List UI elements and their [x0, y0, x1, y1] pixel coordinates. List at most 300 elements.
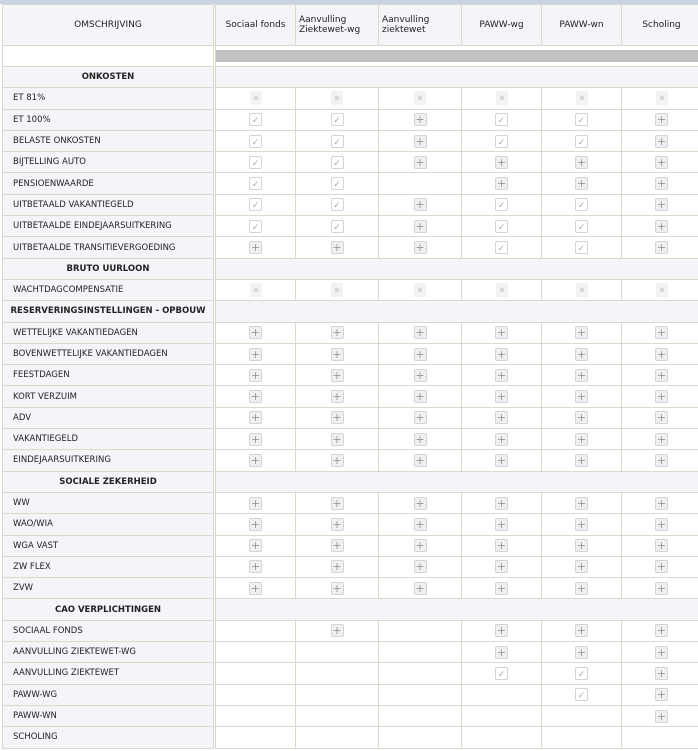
row-label: FEESTDAGEN	[3, 365, 215, 386]
add-plus-icon[interactable]	[575, 348, 588, 361]
add-plus-icon[interactable]	[655, 390, 668, 403]
add-plus-icon[interactable]	[331, 390, 344, 403]
add-plus-icon[interactable]	[655, 177, 668, 190]
table-row	[3, 194, 698, 215]
cell-paww-wn	[542, 173, 622, 194]
add-plus-icon[interactable]	[575, 411, 588, 424]
section-title: BRUTO UURLOON	[3, 258, 215, 279]
checked-checkbox-icon[interactable]	[495, 220, 508, 233]
add-plus-icon[interactable]	[249, 582, 262, 595]
cell-scholing	[622, 492, 698, 513]
section-header-sociale-zekerheid	[3, 471, 698, 492]
cell-aanvulling-ziektewet	[379, 663, 462, 684]
cell-aanvulling-ziektewet	[379, 492, 462, 513]
cell-scholing	[622, 216, 698, 237]
section-title: RESERVERINGSINSTELLINGEN - OPBOUW	[3, 301, 215, 322]
cell-aanvulling-ziektewet-wg	[296, 684, 379, 705]
add-plus-icon[interactable]	[495, 369, 508, 382]
cell-aanvulling-ziektewet-wg	[296, 663, 379, 684]
add-plus-icon[interactable]	[495, 518, 508, 531]
add-plus-icon[interactable]	[249, 326, 262, 339]
cell-paww-wg	[462, 684, 542, 705]
add-plus-icon[interactable]	[575, 369, 588, 382]
checked-checkbox-icon[interactable]	[249, 156, 262, 169]
table-row	[3, 216, 698, 237]
add-plus-icon[interactable]	[575, 518, 588, 531]
cell-sociaal-fonds	[215, 130, 296, 151]
add-plus-icon[interactable]	[495, 411, 508, 424]
row-label: ZW FLEX	[3, 556, 215, 577]
cell-aanvulling-ziektewet-wg	[296, 578, 379, 599]
table-row	[3, 322, 698, 343]
cell-scholing	[622, 620, 698, 641]
cell-sociaal-fonds	[215, 727, 296, 748]
disabled-checkbox-icon	[576, 283, 588, 297]
checked-checkbox-icon[interactable]	[331, 156, 344, 169]
cell-paww-wg	[462, 407, 542, 428]
cell-aanvulling-ziektewet-wg	[296, 130, 379, 151]
table-row	[3, 492, 698, 513]
add-plus-icon[interactable]	[655, 433, 668, 446]
row-label: PAWW-WG	[3, 684, 215, 705]
add-plus-icon[interactable]	[331, 433, 344, 446]
row-label: ET 81%	[3, 88, 215, 109]
add-plus-icon[interactable]	[331, 497, 344, 510]
cell-scholing	[622, 663, 698, 684]
cell-paww-wn	[542, 450, 622, 471]
cell-aanvulling-ziektewet	[379, 130, 462, 151]
disabled-checkbox-icon	[414, 91, 426, 105]
add-plus-icon[interactable]	[249, 454, 262, 467]
cell-paww-wn	[542, 109, 622, 130]
checked-checkbox-icon[interactable]	[495, 113, 508, 126]
table-row	[3, 620, 698, 641]
checked-checkbox-icon[interactable]	[495, 198, 508, 211]
table-row	[3, 514, 698, 535]
cell-sociaal-fonds	[215, 194, 296, 215]
cell-sociaal-fonds	[215, 450, 296, 471]
checked-checkbox-icon[interactable]	[495, 135, 508, 148]
cell-sociaal-fonds	[215, 173, 296, 194]
add-plus-icon[interactable]	[655, 518, 668, 531]
add-plus-icon[interactable]	[414, 220, 427, 233]
add-plus-icon[interactable]	[249, 348, 262, 361]
add-plus-icon[interactable]	[575, 624, 588, 637]
spacer-row	[3, 46, 698, 67]
section-title: CAO VERPLICHTINGEN	[3, 599, 215, 620]
cell-aanvulling-ziektewet	[379, 450, 462, 471]
add-plus-icon[interactable]	[495, 560, 508, 573]
table-row	[3, 684, 698, 705]
add-plus-icon[interactable]	[249, 560, 262, 573]
cell-paww-wn	[542, 556, 622, 577]
add-plus-icon[interactable]	[495, 390, 508, 403]
cell-paww-wn	[542, 386, 622, 407]
checked-checkbox-icon[interactable]	[575, 135, 588, 148]
cell-sociaal-fonds	[215, 620, 296, 641]
add-plus-icon[interactable]	[331, 348, 344, 361]
checked-checkbox-icon[interactable]	[331, 177, 344, 190]
cell-aanvulling-ziektewet-wg	[296, 194, 379, 215]
add-plus-icon[interactable]	[249, 241, 262, 254]
add-plus-icon[interactable]	[655, 688, 668, 701]
cell-aanvulling-ziektewet	[379, 88, 462, 109]
row-label: WACHTDAGCOMPENSATIE	[3, 279, 215, 300]
cell-aanvulling-ziektewet-wg	[296, 216, 379, 237]
table-row	[3, 237, 698, 258]
table-row	[3, 450, 698, 471]
table-row	[3, 705, 698, 726]
add-plus-icon[interactable]	[655, 539, 668, 552]
row-label: WETTELIJKE VAKANTIEDAGEN	[3, 322, 215, 343]
row-label: ET 100%	[3, 109, 215, 130]
add-plus-icon[interactable]	[249, 497, 262, 510]
add-plus-icon[interactable]	[249, 411, 262, 424]
header-paww-wg: PAWW-wg	[462, 5, 542, 46]
checked-checkbox-icon[interactable]	[249, 135, 262, 148]
add-plus-icon[interactable]	[575, 454, 588, 467]
add-plus-icon[interactable]	[331, 582, 344, 595]
checked-checkbox-icon[interactable]	[495, 667, 508, 680]
add-plus-icon[interactable]	[655, 241, 668, 254]
add-plus-icon[interactable]	[575, 646, 588, 659]
checked-checkbox-icon[interactable]	[331, 220, 344, 233]
cell-scholing	[622, 109, 698, 130]
disabled-checkbox-icon	[496, 283, 508, 297]
add-plus-icon[interactable]	[655, 135, 668, 148]
add-plus-icon[interactable]	[655, 582, 668, 595]
add-plus-icon[interactable]	[414, 454, 427, 467]
cell-aanvulling-ziektewet-wg	[296, 152, 379, 173]
add-plus-icon[interactable]	[575, 177, 588, 190]
cell-aanvulling-ziektewet-wg	[296, 279, 379, 300]
add-plus-icon[interactable]	[655, 326, 668, 339]
cell-sociaal-fonds	[215, 492, 296, 513]
add-plus-icon[interactable]	[655, 497, 668, 510]
checked-checkbox-icon[interactable]	[575, 113, 588, 126]
cell-sociaal-fonds	[215, 407, 296, 428]
cell-paww-wg	[462, 88, 542, 109]
checked-checkbox-icon[interactable]	[575, 198, 588, 211]
cell-aanvulling-ziektewet-wg	[296, 343, 379, 364]
cell-scholing	[622, 642, 698, 663]
row-label: ZVW	[3, 578, 215, 599]
row-label: PENSIOENWAARDE	[3, 173, 215, 194]
cell-scholing	[622, 343, 698, 364]
add-plus-icon[interactable]	[655, 667, 668, 680]
row-label: BIJTELLING AUTO	[3, 152, 215, 173]
cell-aanvulling-ziektewet-wg	[296, 429, 379, 450]
table-row	[3, 642, 698, 663]
section-header-bruto-uurloon	[3, 258, 698, 279]
add-plus-icon[interactable]	[414, 198, 427, 211]
cell-aanvulling-ziektewet-wg	[296, 514, 379, 535]
cell-sociaal-fonds	[215, 322, 296, 343]
add-plus-icon[interactable]	[331, 241, 344, 254]
disabled-checkbox-icon	[496, 91, 508, 105]
cell-paww-wg	[462, 663, 542, 684]
cell-paww-wg	[462, 386, 542, 407]
checked-checkbox-icon[interactable]	[331, 135, 344, 148]
add-plus-icon[interactable]	[495, 454, 508, 467]
section-title: ONKOSTEN	[3, 67, 215, 88]
row-label: KORT VERZUIM	[3, 386, 215, 407]
add-plus-icon[interactable]	[655, 369, 668, 382]
row-label: ADV	[3, 407, 215, 428]
horizontal-scrollbar[interactable]	[215, 46, 698, 67]
settings-matrix	[2, 4, 698, 749]
table-row	[3, 365, 698, 386]
table-row	[3, 173, 698, 194]
add-plus-icon[interactable]	[495, 646, 508, 659]
add-plus-icon[interactable]	[575, 560, 588, 573]
add-plus-icon[interactable]	[249, 390, 262, 403]
add-plus-icon[interactable]	[414, 433, 427, 446]
cell-scholing	[622, 407, 698, 428]
disabled-checkbox-icon	[250, 91, 262, 105]
checked-checkbox-icon[interactable]	[575, 688, 588, 701]
cell-paww-wn	[542, 407, 622, 428]
cell-aanvulling-ziektewet-wg	[296, 386, 379, 407]
disabled-checkbox-icon	[656, 91, 668, 105]
cell-aanvulling-ziektewet-wg	[296, 492, 379, 513]
add-plus-icon[interactable]	[575, 390, 588, 403]
cell-paww-wn	[542, 88, 622, 109]
cell-aanvulling-ziektewet	[379, 343, 462, 364]
add-plus-icon[interactable]	[655, 220, 668, 233]
cell-sociaal-fonds	[215, 514, 296, 535]
add-plus-icon[interactable]	[575, 497, 588, 510]
table-row	[3, 429, 698, 450]
add-plus-icon[interactable]	[495, 348, 508, 361]
cell-paww-wn	[542, 279, 622, 300]
cell-aanvulling-ziektewet	[379, 535, 462, 556]
header-omschrijving: OMSCHRIJVING	[3, 5, 215, 46]
checked-checkbox-icon[interactable]	[575, 241, 588, 254]
add-plus-icon[interactable]	[495, 326, 508, 339]
add-plus-icon[interactable]	[414, 369, 427, 382]
cell-paww-wn	[542, 684, 622, 705]
cell-scholing	[622, 450, 698, 471]
cell-aanvulling-ziektewet-wg	[296, 237, 379, 258]
cell-paww-wn	[542, 216, 622, 237]
cell-aanvulling-ziektewet	[379, 152, 462, 173]
add-plus-icon[interactable]	[495, 433, 508, 446]
cell-aanvulling-ziektewet-wg	[296, 322, 379, 343]
add-plus-icon[interactable]	[414, 348, 427, 361]
add-plus-icon[interactable]	[575, 582, 588, 595]
cell-scholing	[622, 556, 698, 577]
cell-aanvulling-ziektewet	[379, 429, 462, 450]
cell-sociaal-fonds	[215, 642, 296, 663]
add-plus-icon[interactable]	[655, 156, 668, 169]
cell-aanvulling-ziektewet-wg	[296, 642, 379, 663]
add-plus-icon[interactable]	[414, 135, 427, 148]
add-plus-icon[interactable]	[655, 646, 668, 659]
cell-paww-wg	[462, 279, 542, 300]
cell-paww-wg	[462, 173, 542, 194]
section-filler	[215, 67, 698, 88]
add-plus-icon[interactable]	[655, 710, 668, 723]
cell-aanvulling-ziektewet-wg	[296, 705, 379, 726]
cell-aanvulling-ziektewet-wg	[296, 620, 379, 641]
cell-scholing	[622, 535, 698, 556]
cell-aanvulling-ziektewet-wg	[296, 727, 379, 748]
row-label: VAKANTIEGELD	[3, 429, 215, 450]
section-header-cao-verplichtingen	[3, 599, 698, 620]
cell-paww-wg	[462, 450, 542, 471]
add-plus-icon[interactable]	[575, 326, 588, 339]
table-row	[3, 343, 698, 364]
checked-checkbox-icon[interactable]	[249, 220, 262, 233]
add-plus-icon[interactable]	[414, 241, 427, 254]
add-plus-icon[interactable]	[249, 433, 262, 446]
cell-scholing	[622, 152, 698, 173]
add-plus-icon[interactable]	[655, 198, 668, 211]
spacer-cell	[3, 46, 215, 67]
checked-checkbox-icon[interactable]	[249, 198, 262, 211]
add-plus-icon[interactable]	[331, 411, 344, 424]
add-plus-icon[interactable]	[495, 624, 508, 637]
checked-checkbox-icon[interactable]	[331, 113, 344, 126]
cell-paww-wg	[462, 365, 542, 386]
cell-aanvulling-ziektewet	[379, 407, 462, 428]
cell-aanvulling-ziektewet	[379, 279, 462, 300]
cell-aanvulling-ziektewet-wg	[296, 556, 379, 577]
cell-aanvulling-ziektewet-wg	[296, 450, 379, 471]
cell-scholing	[622, 237, 698, 258]
header-aanvulling-ziektewet-wg: Aanvulling Ziektewet-wg	[296, 5, 379, 46]
cell-scholing	[622, 322, 698, 343]
add-plus-icon[interactable]	[331, 560, 344, 573]
add-plus-icon[interactable]	[575, 156, 588, 169]
disabled-checkbox-icon	[331, 283, 343, 297]
cell-aanvulling-ziektewet	[379, 216, 462, 237]
checked-checkbox-icon[interactable]	[495, 241, 508, 254]
cell-paww-wg	[462, 556, 542, 577]
cell-paww-wg	[462, 727, 542, 748]
add-plus-icon[interactable]	[495, 156, 508, 169]
row-label: EINDEJAARSUITKERING	[3, 450, 215, 471]
cell-sociaal-fonds	[215, 279, 296, 300]
add-plus-icon[interactable]	[495, 177, 508, 190]
cell-sociaal-fonds	[215, 109, 296, 130]
add-plus-icon[interactable]	[331, 539, 344, 552]
add-plus-icon[interactable]	[575, 433, 588, 446]
cell-paww-wg	[462, 237, 542, 258]
add-plus-icon[interactable]	[331, 518, 344, 531]
cell-sociaal-fonds	[215, 663, 296, 684]
add-plus-icon[interactable]	[655, 113, 668, 126]
cell-sociaal-fonds	[215, 88, 296, 109]
checked-checkbox-icon[interactable]	[331, 198, 344, 211]
cell-sociaal-fonds	[215, 684, 296, 705]
cell-paww-wg	[462, 705, 542, 726]
add-plus-icon[interactable]	[414, 560, 427, 573]
add-plus-icon[interactable]	[331, 369, 344, 382]
cell-paww-wg	[462, 194, 542, 215]
cell-aanvulling-ziektewet	[379, 578, 462, 599]
cell-paww-wg	[462, 322, 542, 343]
cell-scholing	[622, 88, 698, 109]
add-plus-icon[interactable]	[495, 497, 508, 510]
add-plus-icon[interactable]	[414, 326, 427, 339]
add-plus-icon[interactable]	[655, 624, 668, 637]
cell-paww-wn	[542, 130, 622, 151]
add-plus-icon[interactable]	[249, 539, 262, 552]
add-plus-icon[interactable]	[414, 411, 427, 424]
cell-scholing	[622, 705, 698, 726]
row-label: WAO/WIA	[3, 514, 215, 535]
add-plus-icon[interactable]	[655, 560, 668, 573]
cell-scholing	[622, 429, 698, 450]
add-plus-icon[interactable]	[495, 582, 508, 595]
add-plus-icon[interactable]	[655, 348, 668, 361]
cell-aanvulling-ziektewet	[379, 173, 462, 194]
row-label: UITBETAALD VAKANTIEGELD	[3, 194, 215, 215]
add-plus-icon[interactable]	[331, 326, 344, 339]
add-plus-icon[interactable]	[655, 411, 668, 424]
disabled-checkbox-icon	[331, 91, 343, 105]
add-plus-icon[interactable]	[414, 113, 427, 126]
cell-scholing	[622, 279, 698, 300]
cell-scholing	[622, 578, 698, 599]
add-plus-icon[interactable]	[414, 497, 427, 510]
add-plus-icon[interactable]	[249, 369, 262, 382]
scrollbar-thumb[interactable]	[216, 50, 698, 62]
header-sociaal-fonds: Sociaal fonds	[215, 5, 296, 46]
add-plus-icon[interactable]	[414, 539, 427, 552]
add-plus-icon[interactable]	[575, 539, 588, 552]
header-row	[3, 5, 698, 46]
cell-sociaal-fonds	[215, 429, 296, 450]
add-plus-icon[interactable]	[414, 518, 427, 531]
checked-checkbox-icon[interactable]	[249, 177, 262, 190]
checked-checkbox-icon[interactable]	[575, 667, 588, 680]
cell-paww-wn	[542, 365, 622, 386]
table-row	[3, 279, 698, 300]
cell-paww-wg	[462, 152, 542, 173]
table-row	[3, 109, 698, 130]
section-title: SOCIALE ZEKERHEID	[3, 471, 215, 492]
add-plus-icon[interactable]	[249, 518, 262, 531]
cell-sociaal-fonds	[215, 237, 296, 258]
cell-aanvulling-ziektewet	[379, 642, 462, 663]
add-plus-icon[interactable]	[414, 156, 427, 169]
table-row	[3, 88, 698, 109]
cell-paww-wg	[462, 216, 542, 237]
add-plus-icon[interactable]	[655, 454, 668, 467]
checked-checkbox-icon[interactable]	[575, 220, 588, 233]
cell-scholing	[622, 514, 698, 535]
table-row	[3, 152, 698, 173]
header-paww-wn: PAWW-wn	[542, 5, 622, 46]
row-label: WW	[3, 492, 215, 513]
section-filler	[215, 301, 698, 322]
cell-paww-wg	[462, 514, 542, 535]
add-plus-icon[interactable]	[331, 624, 344, 637]
cell-aanvulling-ziektewet	[379, 365, 462, 386]
add-plus-icon[interactable]	[414, 390, 427, 403]
add-plus-icon[interactable]	[495, 539, 508, 552]
checked-checkbox-icon[interactable]	[249, 113, 262, 126]
cell-aanvulling-ziektewet	[379, 684, 462, 705]
add-plus-icon[interactable]	[331, 454, 344, 467]
cell-scholing	[622, 386, 698, 407]
add-plus-icon[interactable]	[414, 582, 427, 595]
table-row	[3, 535, 698, 556]
cell-scholing	[622, 684, 698, 705]
